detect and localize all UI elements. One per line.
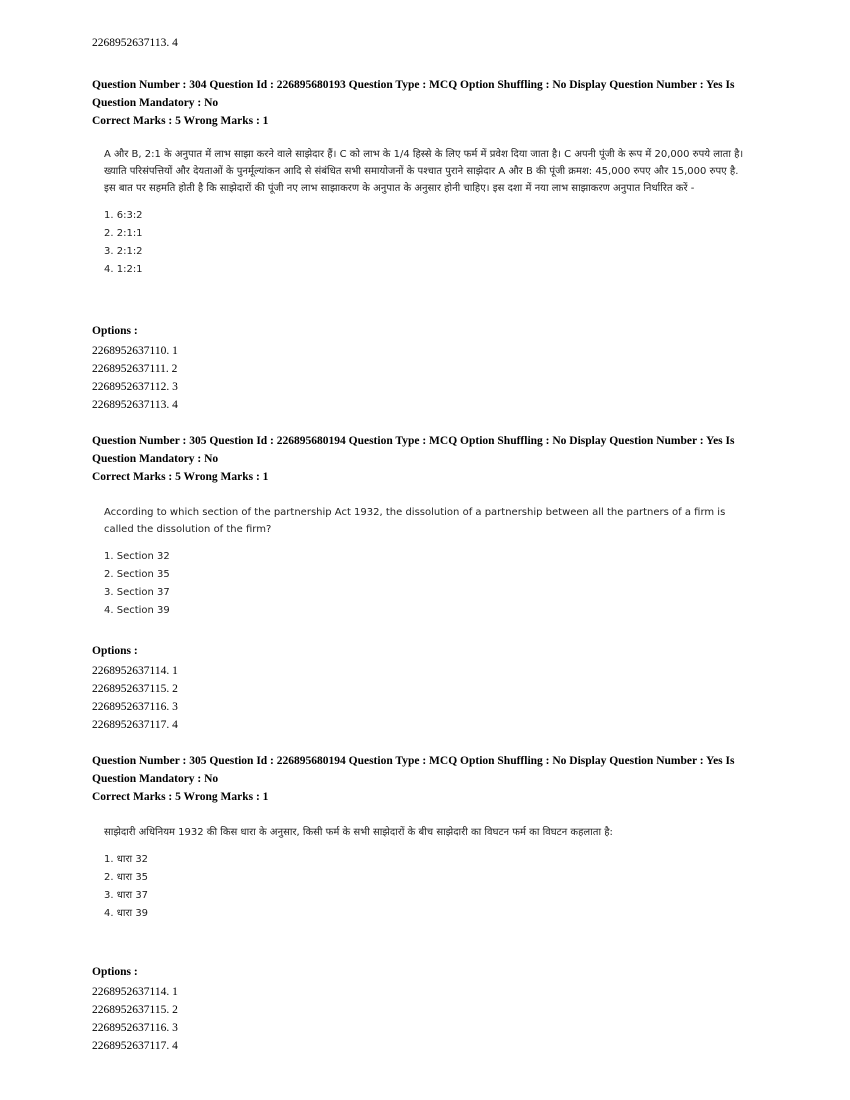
question-meta: Question Number : 304 Question Id : 226895680193 Question Type : MCQ Option Shuffling : No Display Question Number : Yes Is Question Mandatory : No xyxy=(92,79,735,109)
question-text: A और B, 2:1 के अनुपात में लाभ साझा करने वाले साझेदार हैं। C को लाभ के 1/4 हिस्से के लिए फर्म में प्रवेश दिया जाता है। C अपनी पूंजी के रूप में 20,000 रुपये लाता है। ख्याति परिसंपत्तियों और देयताओं के पुनर्मूल्यांकन आदि से संबंधित सभी समायोजनों के पश्चात पुराने साझेदार A और B की पूंजी क्रमश: 45,000 रुपए और 15,000 रुपए है. इस बात पर सहमति होती है कि साझेदारों की पूंजी नए लाभ साझाकरण के अनुपात के अनुसार होनी चाहिए। इस दशा में नया लाभ साझाकरण अनुपात निर्धारित करें - xyxy=(104,149,744,194)
option-id: 2268952637113. 4 xyxy=(92,399,178,411)
options-label: Options : xyxy=(92,966,138,978)
choice-item: 4. Section 39 xyxy=(104,605,170,616)
option-id: 2268952637116. 3 xyxy=(92,1022,178,1034)
question-header xyxy=(92,432,772,486)
option-id: 2268952637112. 3 xyxy=(92,381,178,393)
top-option-line: 2268952637113. 4 xyxy=(92,37,178,49)
options-block xyxy=(92,642,178,734)
question-body xyxy=(104,504,744,620)
question-body xyxy=(104,824,744,923)
choice-item: 1. 6:3:2 xyxy=(104,210,143,221)
choice-item: 1. Section 32 xyxy=(104,551,170,562)
option-id: 2268952637114. 1 xyxy=(92,665,178,677)
option-id: 2268952637117. 4 xyxy=(92,719,178,731)
option-id: 2268952637111. 2 xyxy=(92,363,178,375)
option-id: 2268952637116. 3 xyxy=(92,701,178,713)
question-header xyxy=(92,76,772,130)
option-id: 2268952637115. 2 xyxy=(92,683,178,695)
options-block xyxy=(92,322,178,414)
question-marks: Correct Marks : 5 Wrong Marks : 1 xyxy=(92,471,269,483)
choice-item: 2. Section 35 xyxy=(104,569,170,580)
option-id: 2268952637115. 2 xyxy=(92,1004,178,1016)
choice-item: 2. धारा 35 xyxy=(104,872,149,883)
options-block xyxy=(92,963,178,1055)
option-id: 2268952637114. 1 xyxy=(92,986,178,998)
question-body xyxy=(104,146,744,279)
question-text: According to which section of the partnership Act 1932, the dissolution of a partnership between all the partners of a firm is called the dissolution of the firm? xyxy=(104,507,726,535)
question-marks: Correct Marks : 5 Wrong Marks : 1 xyxy=(92,115,269,127)
question-text: साझेदारी अधिनियम 1932 की किस धारा के अनुसार, किसी फर्म के सभी साझेदारों के बीच साझेदारी का विघटन फर्म का विघटन कहलाता है: xyxy=(104,827,613,838)
choice-item: 3. 2:1:2 xyxy=(104,246,143,257)
options-label: Options : xyxy=(92,645,138,657)
choice-item: 2. 2:1:1 xyxy=(104,228,143,239)
choice-item: 1. धारा 32 xyxy=(104,854,149,865)
choice-item: 4. धारा 39 xyxy=(104,908,149,919)
question-marks: Correct Marks : 5 Wrong Marks : 1 xyxy=(92,791,269,803)
option-id: 2268952637110. 1 xyxy=(92,345,178,357)
option-id: 2268952637117. 4 xyxy=(92,1040,178,1052)
question-meta: Question Number : 305 Question Id : 226895680194 Question Type : MCQ Option Shuffling : No Display Question Number : Yes Is Question Mandatory : No xyxy=(92,435,735,465)
question-meta: Question Number : 305 Question Id : 226895680194 Question Type : MCQ Option Shuffling : No Display Question Number : Yes Is Question Mandatory : No xyxy=(92,755,735,785)
choice-item: 3. धारा 37 xyxy=(104,890,149,901)
options-label: Options : xyxy=(92,325,138,337)
choice-item: 3. Section 37 xyxy=(104,587,170,598)
question-header xyxy=(92,752,772,806)
choice-item: 4. 1:2:1 xyxy=(104,264,143,275)
